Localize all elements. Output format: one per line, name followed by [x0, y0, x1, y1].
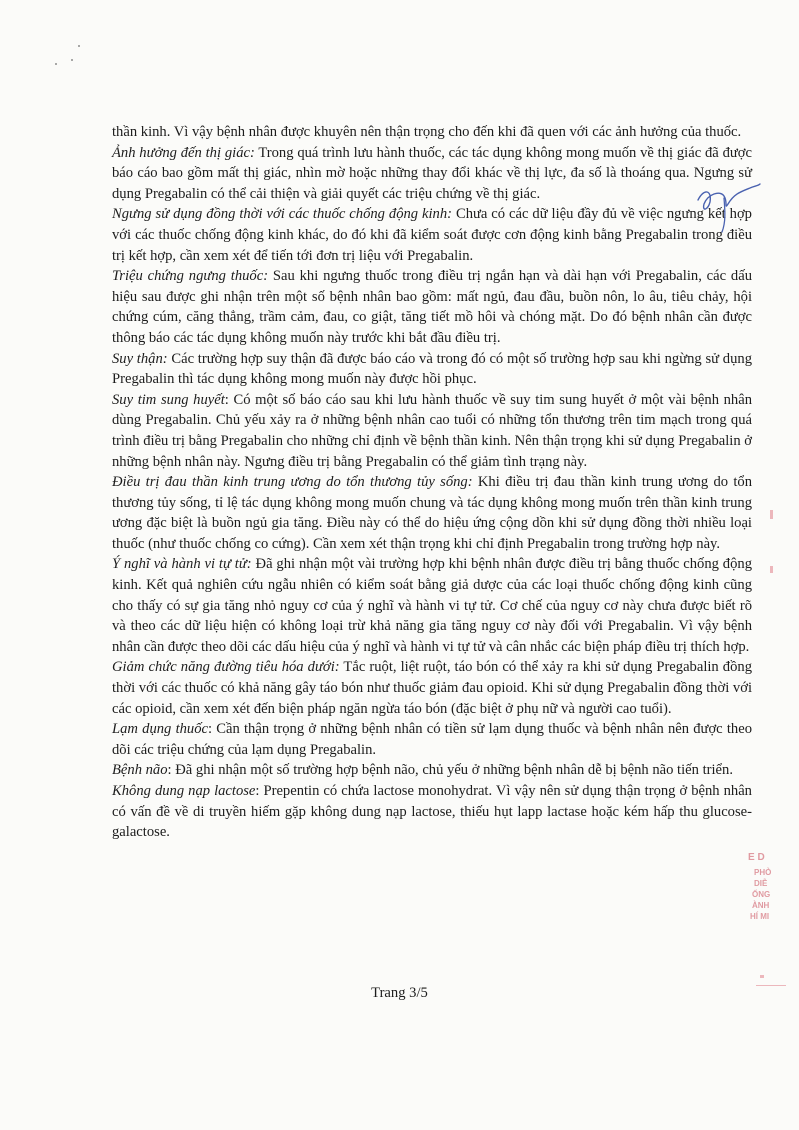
paragraph-antiepileptic-withdrawal — [112, 204, 752, 266]
stamp-edge-mark — [770, 510, 773, 519]
paragraph-text: Đã ghi nhận một vài trường hợp khi bệnh nhân được điều trị bằng thuốc chống động kinh. Kết quả nghiên cứu ngẫu nhiên có kiểm soát bằng giả dược của các loại thuốc chống động kinh cũng cho thấy có sự gia tăng nhỏ nguy cơ của ý nghĩ và hành vi tự tử. Cơ chế của nguy cơ này chưa được biết rõ và theo các dữ liệu hiện có không loại trừ khả năng gia tăng nguy cơ này đối với Pregabalin. Vì vậy bệnh nhân cần được theo dõi các dấu hiệu của ý nghĩ và hành vi tự tử và cân nhắc các biện pháp điều trị thích hợp. — [112, 556, 752, 655]
paragraph-lower-gi-function — [112, 657, 752, 719]
paragraph-text: Tắc ruột, liệt ruột, táo bón có thể xảy ra khi sử dụng Pregabalin đồng thời với các thuốc có khả năng gây táo bón như thuốc giảm đau opioid. Khi sử dụng Pregabalin đồng thời với các opioid, cần xem xét đến biện pháp ngăn ngừa táo bón (đặc biệt ở phụ nữ và người cao tuổi). — [112, 659, 752, 717]
paragraph-suicidal-ideation — [112, 554, 752, 657]
paragraph-heading: Không dung nạp lactose — [112, 783, 256, 799]
scan-speck — [71, 59, 73, 61]
paragraph-encephalopathy — [112, 760, 752, 781]
paragraph-heading: Triệu chứng ngưng thuốc: — [112, 268, 269, 285]
paragraph-heading: Lạm dụng thuốc — [112, 721, 208, 738]
stamp-edge-mark — [770, 566, 773, 573]
paragraph-heading: Ngưng sử dụng đồng thời với các thuốc chống động kinh: — [112, 206, 453, 223]
paragraph-heading: Giảm chức năng đường tiêu hóa dưới: — [112, 659, 340, 676]
paragraph-spinal-cord-pain — [112, 472, 752, 554]
paragraph-text: Chưa có các dữ liệu đầy đủ về việc ngưng kết hợp với các thuốc chống động kinh khác, do đó khi đã kiểm soát được cơn động kinh bằng Pregabalin trong điều trị kết hợp, cần xem xét để tiến tới đơn trị liệu với Pregabalin. — [112, 206, 752, 264]
paragraph-heading: Điều trị đau thần kinh trung ương do tổn thương tủy sống: — [112, 474, 473, 491]
paragraph-continuation — [112, 122, 752, 143]
paragraph-lactose-intolerance — [112, 781, 752, 843]
paragraph-text: : Cần thận trọng ở những bệnh nhân có tiền sử lạm dụng thuốc và bệnh nhân nên được theo dõi các triệu chứng của lạm dụng Pregabalin. — [112, 721, 752, 758]
paragraph-text: Trong quá trình lưu hành thuốc, các tác dụng không mong muốn về thị giác đã được báo cáo bao gồm mất thị giác, nhìn mờ hoặc những thay đổi khác về thị lực, đa số là thoáng qua. Ngưng sử dụng Pregabalin có thể cải thiện và giải quyết các triệu chứng về thị giác. — [112, 144, 752, 202]
paragraph-heading: Bệnh não — [112, 762, 168, 779]
paragraph-heart-failure — [112, 390, 752, 472]
paragraph-heading: Suy thận: — [112, 350, 168, 367]
page-number: Trang 3/5 — [371, 985, 428, 1001]
paragraph-visual-effects — [112, 143, 752, 205]
paragraph-text: : Đã ghi nhận một số trường hợp bệnh não, chủ yếu ở những bệnh nhân dễ bị bệnh não tiến triển. — [167, 762, 733, 779]
paragraph-text: : Có một số báo cáo sau khi lưu hành thuốc về suy tim sung huyết ở một vài bệnh nhân dùng Pregabalin. Chủ yếu xảy ra ở những bệnh nhân cao tuổi có những tổn thương trên tim mạch trong quá trình điều trị bằng Pregabalin cho những chỉ định về bệnh thần kinh. Nên thận trọng khi sử dụng Pregabalin ở những bệnh nhân này. Ngưng điều trị bằng Pregabalin có thể giảm tình trạng này. — [112, 391, 753, 470]
paragraph-text: : Prepentin có chứa lactose monohydrat. Vì vậy nên sử dụng thận trọng ở bệnh nhân có vấn đề về di truyền hiếm gặp không dung nạp lactose, thiếu hụt lapp lactase hoặc kém hấp thu glucose-galactose. — [112, 783, 752, 841]
paragraph-drug-abuse — [112, 719, 752, 760]
paragraph-heading: Ảnh hưởng đến thị giác: — [112, 144, 255, 161]
paragraph-heading: Suy tim sung huyết — [112, 391, 225, 408]
stamp-edge-mark — [760, 975, 764, 978]
handwritten-signature — [694, 180, 764, 240]
paragraph-text: Khi điều trị đau thần kinh trung ương do tổn thương tủy sống, tỉ lệ tác dụng không mong muốn chung và tác dụng không mong muốn trên thần kinh trung ương đặc biệt là buồn ngủ gia tăng. Điều này có thể do hiệu ứng cộng dồn khi sử dụng đồng thời nhiều loại thuốc (như thuốc chống co cứng). Cần xem xét thận trọng khi chỉ định Pregabalin trong trường hợp này. — [112, 474, 752, 552]
scan-speck — [78, 45, 80, 47]
document-body — [112, 122, 752, 843]
paragraph-withdrawal-symptoms — [112, 266, 752, 348]
paragraph-renal-failure — [112, 349, 752, 390]
paragraph-text: Các trường hợp suy thận đã được báo cáo và trong đó có một số trường hợp sau khi ngừng sử dụng Pregabalin thì tác dụng không mong muốn này được hồi phục. — [112, 350, 752, 388]
scan-speck — [55, 63, 57, 65]
paragraph-text: thần kinh. Vì vậy bệnh nhân được khuyên nên thận trọng cho đến khi đã quen với các ảnh hưởng của thuốc. — [112, 124, 742, 140]
paragraph-text: Sau khi ngưng thuốc trong điều trị ngắn hạn và dài hạn với Pregabalin, các dấu hiệu sau được ghi nhận trên một số bệnh nhân bao gồm: mất ngủ, đau đầu, buồn nôn, lo âu, tiêu chảy, hội chứng cúm, căng thẳng, trầm cảm, đau, co giật, tăng tiết mồ hôi và chóng mặt. Do đó bệnh nhân cần được thông báo các tác dụng không muốn này trước khi bắt đầu điều trị. — [112, 268, 752, 346]
red-stamp-fragment: E D PHÒ DIỄ ỐNG ÀNH HÍ MI — [748, 852, 772, 921]
paragraph-heading: Ý nghĩ và hành vi tự tử: — [112, 556, 252, 573]
